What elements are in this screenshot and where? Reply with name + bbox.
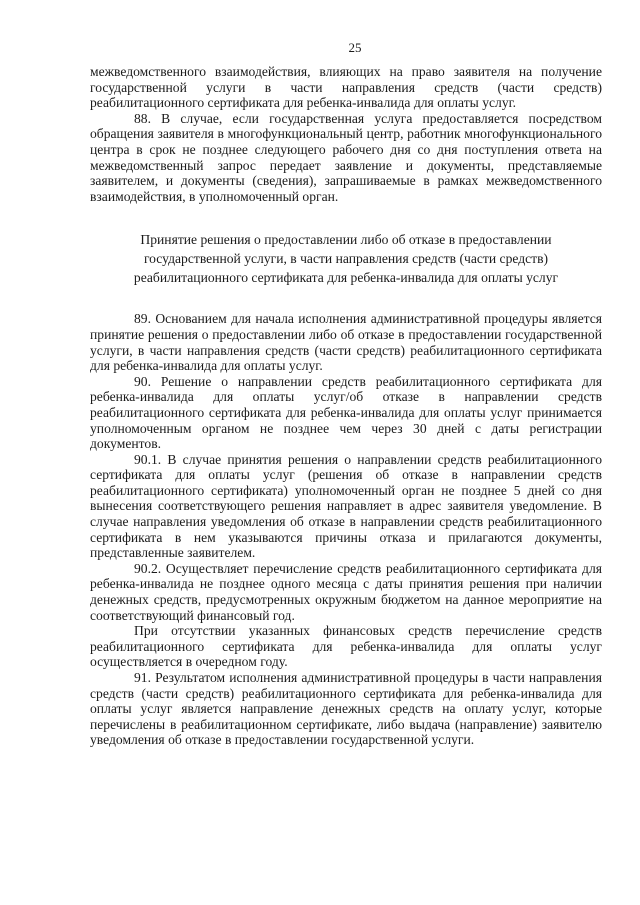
paragraph-no-funds: При отсутствии указанных финансовых средств перечисление средств реабилитационного сертификата для ребенка-инвалида для оплаты услуг осуществляется в очередном году. xyxy=(90,623,602,670)
page-number: 25 xyxy=(348,40,362,55)
paragraph-91: 91. Результатом исполнения административной процедуры в части направления средств (части средств) реабилитационного сертификата для ребенка-инвалида для оплаты услуг является направление денежных средств на оплату услуг, которые перечислены в реабилитационном сертификате, либо выдача (направление) заявителю уведомления об отказе в предоставлении государственной услуги. xyxy=(90,670,602,748)
paragraph-88: 88. В случае, если государственная услуга предоставляется посредством обращения заявителя в многофункциональный центр, работник многофункционального центра в срок не позднее следующего рабочего дня со дня поступления ответа на межведомственный запрос передает заявление и документы, представляемые заявителем, и документы (сведения), запрашиваемые в рамках межведомственного взаимодействия, в уполномоченный орган. xyxy=(90,110,602,204)
paragraph-90: 90. Решение о направлении средств реабилитационного сертификата для ребенка-инвалида для оплаты услуг/об отказе в направлении средств реабилитационного сертификата для ребенка-инвалида для оплаты услуг принимается уполномоченным органом не позднее чем через 30 дней с даты регистрации документов. xyxy=(90,373,602,452)
paragraph-continuation: межведомственного взаимодействия, влияющих на право заявителя на получение государственной услуги в части направления средств (части средств) реабилитационного сертификата для ребенка-инвалида для оплаты услуг. xyxy=(90,64,602,111)
paragraph-90-2: 90.2. Осуществляет перечисление средств реабилитационного сертификата для ребенка-инвалида не позднее одного месяца с даты принятия решения при наличии денежных средств, предусмотренных окружным бюджетом на данное мероприятие на соответствующий финансовый год. xyxy=(90,560,602,623)
document-page xyxy=(90,40,602,900)
paragraph-90-1: 90.1. В случае принятия решения о направлении средств реабилитационного сертификата для оплаты услуг (решения об отказе в направлении средств реабилитационного сертификата) уполномоченный орган не позднее 5 дней со дня вынесения соответствующего решения направляет в адрес заявителя уведомление. В случае направления уведомления об отказе в направлении средств реабилитационного сертификата в нем указываются причины отказа и прилагаются документы, представленные заявителем. xyxy=(90,451,602,561)
section-heading: Принятие решения о предоставлении либо об отказе в предоставлении государственной услуги, в части направления средств (части средств) реабилитационного сертификата для ребенка-инвалида для оплаты услуг xyxy=(133,232,559,286)
paragraph-89: 89. Основанием для начала исполнения административной процедуры является принятие решения о предоставлении либо об отказе в предоставлении государственной услуги, в части направления средств (части средств) реабилитационного сертификата для ребенка-инвалида для оплаты услуг. xyxy=(90,311,602,374)
